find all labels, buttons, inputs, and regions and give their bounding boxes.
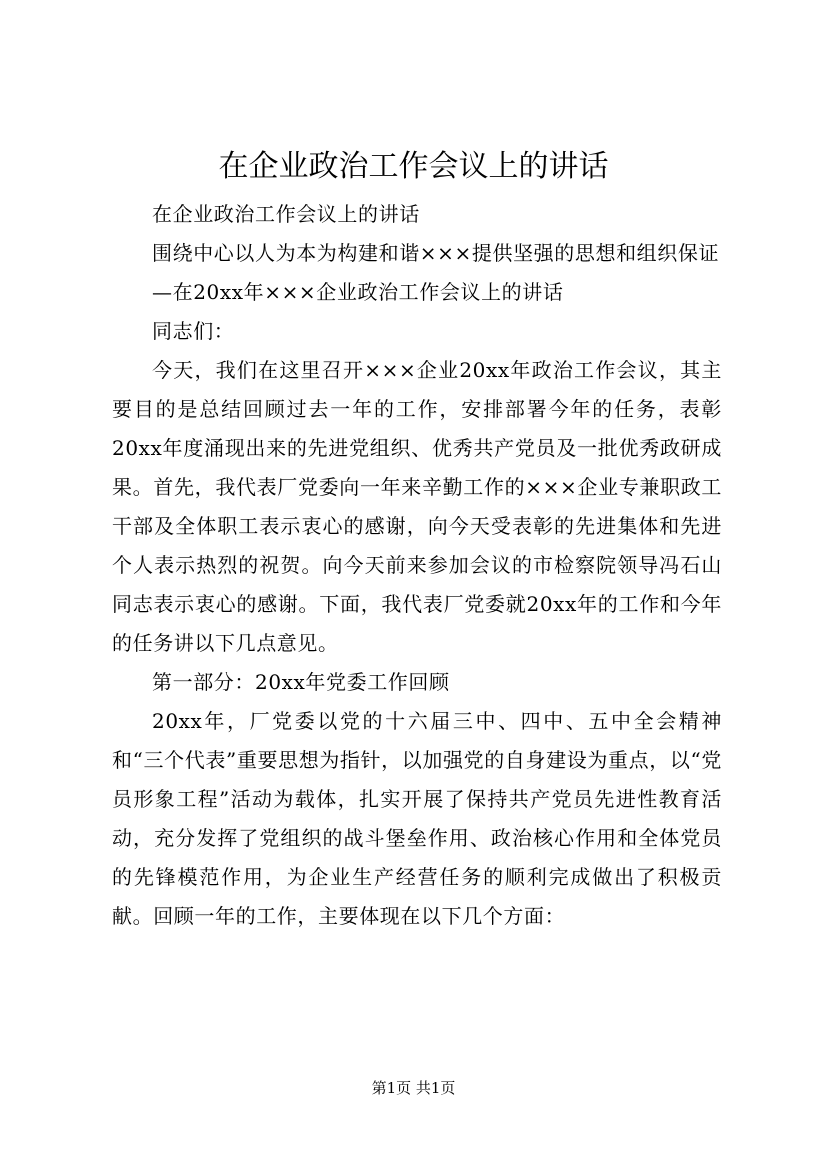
page-footer: 第1页 共1页 — [371, 1079, 456, 1097]
paragraph-section-heading: 第一部分：20xx年党委工作回顾 — [152, 670, 450, 694]
paragraph-salutation: 同志们： — [152, 319, 235, 343]
document-title: 在企业政治工作会议上的讲话 — [218, 149, 609, 184]
paragraph-review: 20xx年，厂党委以党的十六届三中、四中、五中全会精神和“三个代表”重要思想为指针，以加强党的自身建设为重点，以“党员形象工程”活动为载体，扎实开展了保持共产党员先进性教育活动，充分发挥了党组织的战斗堡垒作用、政治核心作用和全体党员的先锋模范作用，为企业生产经营任务的顺利完成做出了积极贡献。回顾一年的工作，主要体现在以下几个方面： — [112, 709, 722, 928]
paragraph-heading-repeat: 在企业政治工作会议上的讲话 — [152, 202, 420, 226]
paragraph-subtitle: 围绕中心以人为本为构建和谐×××提供坚强的思想和组织保证 — [152, 241, 720, 265]
paragraph-opening: 今天，我们在这里召开×××企业20xx年政治工作会议，其主要目的是总结回顾过去一年的工作，安排部署今年的任务，表彰20xx年度涌现出来的先进党组织、优秀共产党员及一批优秀政研成果。首先，我代表厂党委向一年来辛勤工作的×××企业专兼职政工干部及全体职工表示衷心的感谢，向今天受表彰的先进集体和先进个人表示热烈的祝贺。向今天前来参加会议的市检察院领导冯石山同志表示衷心的感谢。下面，我代表厂党委就20xx年的工作和今年的任务讲以下几点意见。 — [112, 358, 722, 655]
document-body — [112, 195, 722, 936]
paragraph-occasion: —在20xx年×××企业政治工作会议上的讲话 — [152, 280, 564, 304]
